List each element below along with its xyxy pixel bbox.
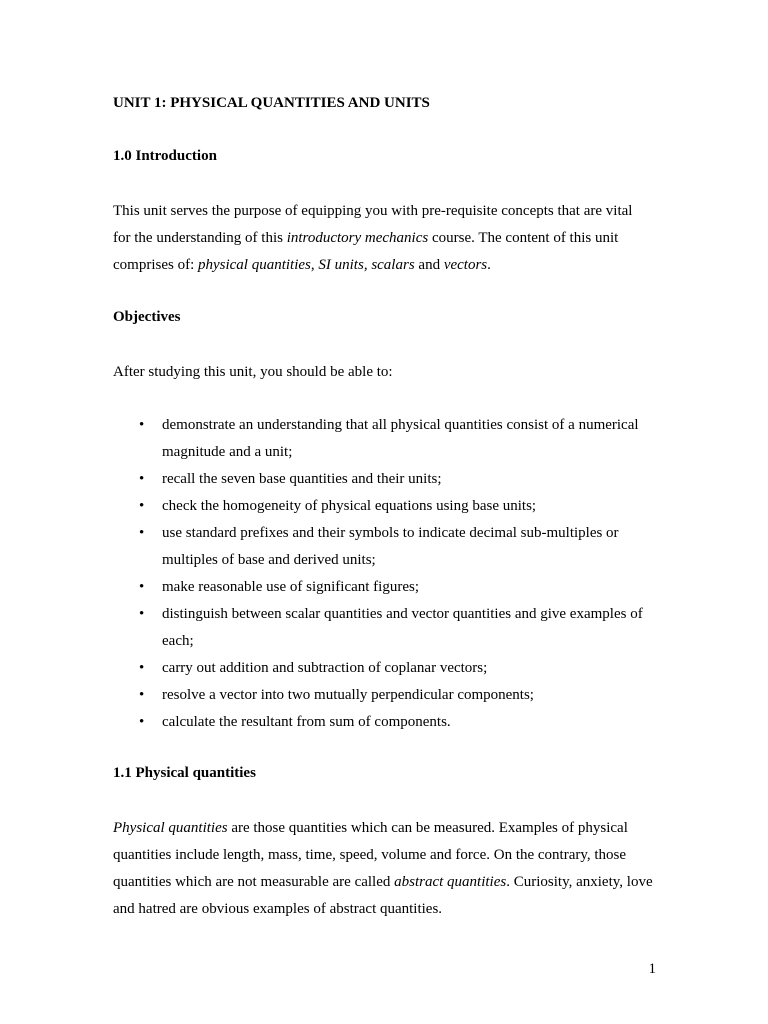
objectives-lead: After studying this unit, you should be able to: [113,364,393,380]
list-item [113,520,653,574]
objective-text: demonstrate an understanding that all physical quantities consist of a numerical magnitude and a unit; [162,417,639,460]
intro-italic-3: SI units [318,257,364,273]
physical-quantities-heading: 1.1 Physical quantities [113,765,256,781]
intro-text-2: course. The content of this unit comprises of: [113,230,619,273]
objective-text: make reasonable use of significant figures; [162,579,419,595]
list-item [113,466,653,493]
objective-text: resolve a vector into two mutually perpendicular components; [162,687,534,703]
bullet-icon: • [139,579,145,595]
introduction-heading: 1.0 Introduction [113,148,217,164]
physical-italic-1: Physical quantities [113,820,228,836]
intro-text-6: . [487,257,491,273]
intro-text-4: , [363,257,372,273]
physical-italic-2: abstract quantities [394,874,507,890]
physical-quantities-paragraph [113,815,653,923]
intro-italic-4: scalars [371,257,415,273]
physical-text-1: are those quantities which can be measured. Examples of physical quantities include length, mass, time, speed, volume and force. On the contrary, those quantities which are not measurable are called [113,820,628,890]
bullet-icon: • [139,525,145,541]
bullet-icon: • [139,714,145,730]
intro-text-3: , [310,257,319,273]
objective-text: distinguish between scalar quantities and vector quantities and give examples of each; [162,606,643,649]
bullet-icon: • [139,498,145,514]
intro-italic-2: physical quantities [197,257,311,273]
list-item [113,574,653,601]
list-item [113,709,653,736]
objectives-heading: Objectives [113,309,181,325]
objective-text: check the homogeneity of physical equations using base units; [162,498,537,514]
unit-title: UNIT 1: PHYSICAL QUANTITIES AND UNITS [113,95,430,111]
objective-text: carry out addition and subtraction of coplanar vectors; [162,660,488,676]
bullet-icon: • [139,471,145,487]
bullet-icon: • [139,687,145,703]
page-number: 1 [648,961,656,977]
page-content [113,92,653,923]
bullet-icon: • [139,660,145,676]
list-item [113,412,653,466]
introduction-paragraph [113,198,653,279]
bullet-icon: • [139,606,145,622]
intro-text-5: and [414,257,444,273]
list-item [113,655,653,682]
intro-italic-1: introductory mechanics [286,230,429,246]
objective-text: calculate the resultant from sum of components. [162,714,451,730]
objectives-list [113,412,653,736]
objective-text: use standard prefixes and their symbols to indicate decimal sub-multiples or multiples of base and derived units; [162,525,619,568]
list-item [113,493,653,520]
physical-text-2: . Curiosity, anxiety, love and hatred are obvious examples of abstract quantities. [113,874,653,917]
objective-text: recall the seven base quantities and their units; [162,471,442,487]
list-item [113,682,653,709]
intro-text-1: This unit serves the purpose of equipping you with pre-requisite concepts that are vital for the understanding of this [113,203,633,246]
bullet-icon: • [139,417,145,433]
list-item [113,601,653,655]
intro-italic-5: vectors [443,257,488,273]
